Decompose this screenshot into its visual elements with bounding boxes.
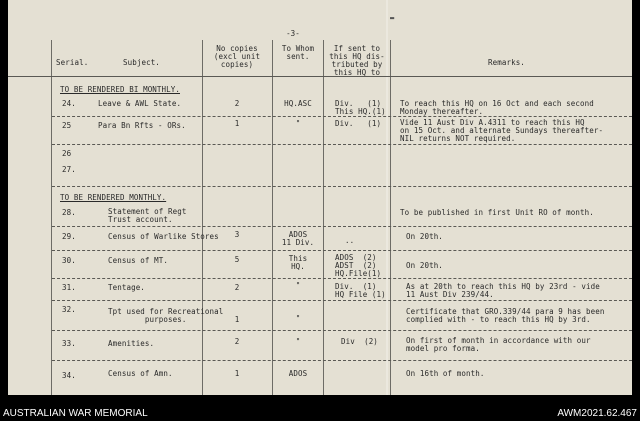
row-divider (52, 144, 632, 145)
row-remarks: On 20th. (406, 232, 443, 241)
row-subject: Leave & AWL State. (98, 99, 182, 108)
row-copies: 2 (234, 283, 240, 292)
row-serial: 30. (62, 256, 76, 265)
row-remarks: Certificate that GRO.339/44 para 9 has been complied with - to reach this HQ by 3rd. (406, 307, 605, 324)
row-serial: 34. (62, 371, 76, 380)
row-to-whom: ADOS (288, 369, 308, 378)
row-remarks: On first of month in accordance with our model pro forma. (406, 336, 591, 353)
row-distribution: .. (345, 236, 355, 245)
row-serial: 26 (62, 149, 72, 158)
footer-credit: AUSTRALIAN WAR MEMORIAL (3, 408, 148, 419)
row-to-whom: ADOS 11 Div. (281, 230, 315, 247)
row-copies: 1 (234, 119, 240, 128)
punch-mark: ▬ (390, 14, 395, 22)
header-serial: Serial. (56, 58, 89, 67)
column-divider (272, 40, 273, 395)
column-divider (51, 40, 52, 395)
section-monthly: TO BE RENDERED MONTHLY. (60, 193, 167, 202)
row-to-whom: " (295, 281, 301, 290)
row-remarks: As at 20th to reach this HQ by 23rd - vide 11 Aust Div 239/44. (406, 282, 600, 299)
column-divider (202, 40, 203, 395)
row-distribution: ADOS (2) ADST (2) HQ.File(1) (335, 253, 382, 278)
row-copies: 2 (234, 99, 240, 108)
row-remarks: Vide 11 Aust Div A.4311 to reach this HQ on 15 Oct. and alternate Sundays thereafter- NIL returns NOT required. (400, 118, 604, 143)
header-remarks: Remarks. (488, 58, 525, 67)
page-number: -3- (286, 29, 300, 38)
row-divider (52, 186, 632, 187)
row-serial: 28. (62, 208, 76, 217)
row-serial: 32. (62, 305, 76, 314)
row-subject: Census of Amn. (108, 369, 173, 378)
row-remarks: On 16th of month. (406, 369, 485, 378)
row-serial: 24. (62, 99, 76, 108)
row-divider (52, 278, 632, 279)
row-distribution: Div (2) (341, 337, 378, 346)
header-rule (8, 76, 632, 77)
row-divider (52, 250, 632, 251)
row-subject: Census of Warlike Stores (108, 232, 219, 241)
row-remarks: On 20th. (406, 261, 443, 270)
row-subject: Tentage. (108, 283, 145, 292)
row-to-whom: " (295, 337, 301, 346)
row-subject: Statement of Regt Trust account. (108, 207, 187, 224)
row-subject: Tpt used for Recreational purposes. (108, 307, 224, 324)
row-divider (52, 330, 632, 331)
row-serial: 33. (62, 339, 76, 348)
document-page (8, 0, 632, 395)
row-to-whom: " (295, 119, 301, 128)
row-serial: 27. (62, 165, 76, 174)
column-divider (390, 40, 391, 395)
row-serial: 31. (62, 283, 76, 292)
row-divider (52, 360, 632, 361)
row-remarks: To be published in first Unit RO of month. (400, 208, 594, 217)
row-distribution: Div. (1) This HQ.(1) (335, 99, 386, 116)
row-to-whom: HQ.ASC (284, 99, 312, 108)
row-distribution: Div. (1) HQ File (1) (335, 282, 386, 299)
row-copies: 1 (234, 369, 240, 378)
row-subject: Amenities. (108, 339, 155, 348)
section-bi-monthly: TO BE RENDERED BI MONTHLY. (60, 85, 180, 94)
row-copies: 1 (234, 315, 240, 324)
row-to-whom: This HQ. (288, 254, 308, 271)
row-divider (52, 116, 632, 117)
header-sent-to: If sent to this HQ dis- tributed by this HQ to (329, 44, 385, 77)
column-divider (323, 40, 324, 395)
row-divider (52, 300, 632, 301)
row-to-whom: " (295, 314, 301, 323)
row-serial: 25 (62, 121, 72, 130)
row-remarks: To reach this HQ on 16 Oct and each second Monday thereafter. (400, 99, 594, 116)
row-serial: 29. (62, 232, 76, 241)
row-copies: 2 (234, 337, 240, 346)
row-copies: 3 (234, 230, 240, 239)
row-subject: Census of MT. (108, 256, 168, 265)
row-divider (52, 226, 632, 227)
footer-accession-number: AWM2021.62.467 (557, 408, 637, 419)
row-subject: Para Bn Rfts - ORs. (98, 121, 186, 130)
row-copies: 5 (234, 255, 240, 264)
header-copies: No copies (excl unit copies) (213, 44, 261, 69)
footer-bar (0, 405, 640, 421)
header-subject: Subject. (123, 58, 160, 67)
header-to-whom: To Whom sent. (281, 44, 315, 61)
row-distribution: Div. (1) (335, 119, 382, 128)
